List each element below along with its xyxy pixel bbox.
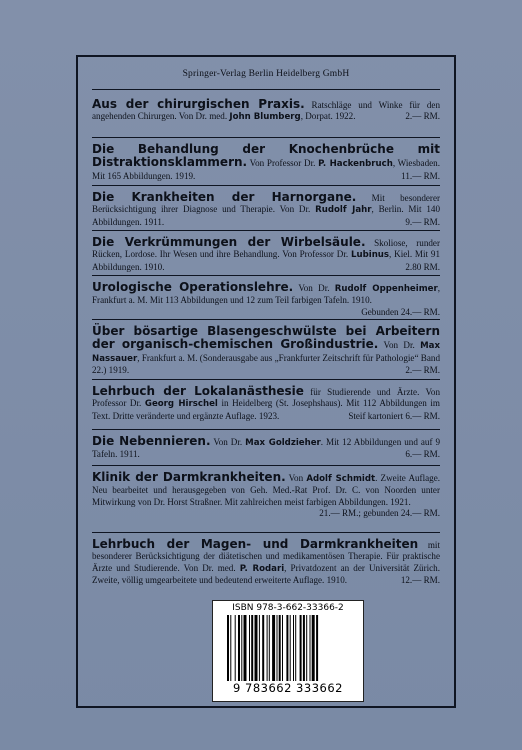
entry-price: 2.— RM. [405,364,440,375]
entry-author: P. Hackenbruch [318,159,393,170]
isbn-barcode [212,600,364,702]
divider [92,532,440,533]
isbn-label: ISBN 978-3-662-33366-2 [232,603,344,613]
barcode-bar [310,615,311,681]
entry-author: Rudolf Oppenheimer [334,284,438,294]
divider [92,185,440,186]
divider [92,137,440,138]
barcode-bar [300,615,302,681]
barcode-bar [272,615,275,681]
entry-price: Steif kartoniert 6.— RM. [348,410,440,421]
divider [92,379,440,380]
entry-author: Max Goldzieher [245,438,321,448]
entry-author: Max Nassauer [92,341,441,364]
divider [92,275,440,276]
entry-title: Die Krankheiten der Harnorgane. [92,190,357,204]
entry-title: Die Nebennieren. [92,434,211,448]
barcode-bar [244,615,247,681]
entry-title: Über bösartige Blasengeschwülste bei Arbeitern der organisch-chemischen Großindustrie. [92,324,440,352]
entry-price: 21.— RM.; gebunden 24.— RM. [319,507,440,518]
entry-author: Georg Hirschel [144,399,218,410]
barcode-bar [249,615,250,681]
catalog-entry: Die Verkrümmungen der Wirbelsäule. Skoliose, runder Rücken, Lordose. Ihr Wesen und ihre Behandlung. Von Professor Dr. Lubinus, Kiel. Mit 91 Abbildungen. 1910. 2.80 RM. [92,235,440,272]
barcode-bar [306,615,307,681]
entry-title: Die Behandlung der Knochenbrüche mit Distraktionsklammern. [92,142,440,170]
barcode-bar [282,615,283,681]
catalog-entry: Urologische Operationslehre. Von Dr. Rudolf Oppenheimer, Frankfurt a. M. Mit 113 Abbildungen und 12 zum Teil farbigen Tafeln. 1910. Gebunden 24.— RM. [92,280,441,317]
entry-title: Lehrbuch der Lokalanästhesie [92,384,304,398]
barcode-bar [262,615,264,681]
barcode-bar [227,615,229,681]
barcode-bar [293,615,294,681]
entry-title: Klinik der Darmkrankheiten. [92,470,286,484]
divider [92,319,440,320]
entry-title: Lehrbuch der Magen- und Darmkrankheiten [92,537,419,551]
entry-title: Die Verkrümmungen der Wirbelsäule. [92,235,366,249]
barcode-bars [227,615,349,681]
barcode-bar [241,615,242,681]
barcode-bar [235,615,236,681]
entry-author: Lubinus [351,250,390,261]
barcode-bar [269,615,270,681]
catalog-entry: Klinik der Darmkrankheiten. Von Adolf Schmidt. Zweite Auflage. Neu bearbeitet und herausgegeben von Geh. Med.-Rat Prof. Dr. C. von Noorden unter Mitwirkung von Dr. Horst Straßner. Mit zahlreichen meist farbigen Abbildungen. 1921. 21.— RM.; gebunden 24.— RM. [92,470,441,518]
catalog-entry: Die Krankheiten der Harnorgane. Mit besonderer Berücksichtigung ihrer Diagnose und Therapie. Von Dr. Rudolf Jahr, Berlin. Mit 140 Abbildungen. 1911. 9.— RM. [92,190,441,227]
barcode-number: 9 783662 333662 [233,681,343,695]
entry-price: 6.— RM. [405,449,440,460]
barcode-bar [251,615,253,681]
divider [92,465,440,466]
catalog-entry: Die Nebennieren. Von Dr. Max Goldzieher. Mit 12 Abbildungen und auf 9 Tafeln. 1911. 6.— RM. [92,434,441,460]
barcode-bar [259,615,260,681]
barcode-bar [279,615,281,681]
catalog-entry: Über bösartige Blasengeschwülste bei Arbeitern der organisch-chemischen Großindustrie. Von Dr. Max Nassauer, Frankfurt a. M. (Sonderausgabe aus „Frankfurter Zeitschrift für Pathologie“ Band 22.) 1919. 2.— RM. [92,324,441,375]
barcode-bar [286,615,288,681]
barcode-bar [290,615,291,681]
entry-title: Urologische Operationslehre. [92,280,294,294]
catalog-entry: Die Behandlung der Knochenbrüche mit Distraktionsklammern. Von Professor Dr. P. Hackenbruch, Wiesbaden. Mit 165 Abbildungen. 1919. 11.— RM. [92,142,440,181]
barcode-bar [238,615,240,681]
entry-price: 9.— RM. [405,216,440,227]
barcode-bar [255,615,258,681]
catalog-entry: Lehrbuch der Lokalanästhesie für Studierende und Ärzte. Von Professor Dr. Georg Hirschel in Heidelberg (St. Josephshaus). Mit 112 Abbildungen im Text. Dritte veränderte und ergänzte Auflage. 1923. Steif kartoniert 6.— RM. [92,384,441,421]
entry-author: Rudolf Jahr [315,205,372,216]
barcode-bar [267,615,268,681]
barcode-bar [230,615,231,681]
barcode-bar [295,615,296,681]
catalog-entry: Aus der chirurgischen Praxis. Ratschläge und Winke für den angehenden Chirurgen. Von Dr. med. John Blumberg, Dorpat. 1922. 2.— RM. [92,97,440,123]
entry-price: 2.80 RM. [405,261,440,272]
entry-title: Aus der chirurgischen Praxis. [92,97,305,111]
divider [92,230,440,231]
entry-author: Adolf Schmidt [306,474,376,484]
barcode-bar [277,615,278,681]
barcode-bar [303,615,305,681]
entry-price: 2.— RM. [405,111,440,122]
entry-price: Gebunden 24.— RM. [361,306,440,317]
divider [92,429,440,430]
barcode-bar [316,615,318,681]
entry-author: John Blumberg [229,112,301,123]
entry-price: 11.— RM. [401,170,440,181]
divider [92,89,440,90]
publisher-line: Springer-Verlag Berlin Heidelberg GmbH [182,69,350,79]
barcode-bar [312,615,315,681]
catalog-entry: Lehrbuch der Magen- und Darmkrankheiten mit besonderer Berücksichtigung der diätetischen und medikamentösen Therapie. Für praktische Ärzte und Studierende. Von Dr. med. P. Rodari, Privatdozent an der Universität Zürich. Zweite, völlig umgearbeitete und bedeutend erweiterte Auflage. 1910. 12.— RM. [92,537,440,585]
entry-price: 12.— RM. [400,574,440,585]
entry-author: P. Rodari [239,563,285,574]
